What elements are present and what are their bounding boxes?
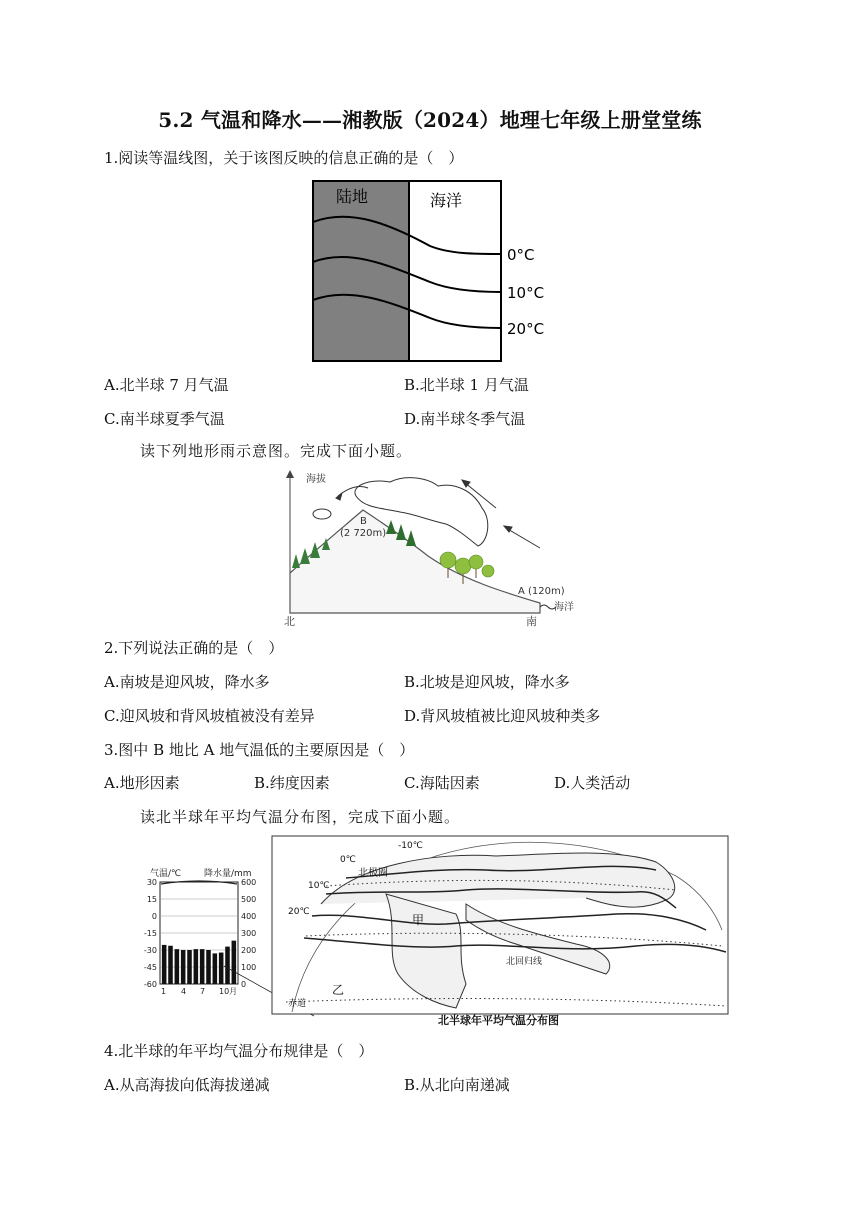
isotherm-label-20: 20℃ [288, 907, 310, 917]
question-1-option-c[interactable]: C.南半球夏季气温 [104, 410, 225, 428]
arctic-circle-label: 北极圈 [358, 868, 388, 879]
point-jia-label: 甲 [412, 913, 425, 927]
question-1-stem: 1.阅读等温线图，关于该图反映的信息正确的是（ ） [104, 149, 464, 167]
precip-ticks [241, 878, 256, 989]
precipitation-bar [225, 947, 230, 984]
temp-tick: -60 [143, 980, 157, 989]
question-2-stem: 2.下列说法正确的是（ ） [104, 639, 284, 657]
precip-tick: 300 [241, 929, 257, 938]
question-2-option-c[interactable]: C.迎风坡和背风坡植被没有差异 [104, 707, 315, 725]
intro-temperature-map: 读北半球年平均气温分布图，完成下面小题。 [140, 808, 461, 826]
precipitation-bar [219, 953, 224, 984]
month-tick: 1 [161, 987, 167, 996]
point-b-label: B [360, 516, 367, 527]
question-3-option-d[interactable]: D.人类活动 [554, 774, 631, 792]
south-label: 南 [526, 615, 537, 628]
precip-tick: 100 [241, 963, 257, 972]
temp-tick: 15 [146, 895, 157, 904]
ocean-label: 海洋 [430, 191, 463, 210]
precipitation-bar [200, 949, 205, 984]
precipitation-bar [181, 950, 186, 984]
isotherm-label-20: 20°C [507, 320, 545, 338]
month-ticks [161, 987, 237, 996]
isotherm-label-minus10: -10℃ [398, 841, 423, 851]
point-a-label: A (120m) [518, 586, 565, 597]
precip-tick: 600 [241, 878, 257, 887]
precipitation-bar [194, 949, 199, 984]
precipitation-bar [162, 945, 167, 984]
land-area [313, 181, 409, 361]
month-tick: 10月 [219, 987, 238, 996]
question-1-option-b[interactable]: B.北半球 1 月气温 [404, 376, 529, 394]
precipitation-bar [232, 941, 237, 984]
intro-orographic-rain: 读下列地形雨示意图。完成下面小题。 [140, 442, 413, 460]
tropic-label: 北回归线 [506, 957, 543, 967]
isotherm-label-0: 0℃ [340, 855, 356, 865]
question-2-option-a[interactable]: A.南坡是迎风坡，降水多 [104, 673, 270, 691]
temp-tick: -45 [143, 963, 157, 972]
question-1-option-d[interactable]: D.南半球冬季气温 [404, 410, 526, 428]
question-4-option-a[interactable]: A.从高海拔向低海拔递减 [104, 1076, 270, 1094]
temp-axis-label: 气温/℃ [150, 869, 182, 879]
altitude-label: 海拔 [306, 474, 326, 485]
precipitation-bar [206, 950, 211, 984]
temperature-map [272, 836, 728, 1027]
isotherm-label-10: 10°C [507, 284, 545, 302]
map-caption: 北半球年平均气温分布图 [438, 1014, 559, 1027]
small-cloud [313, 509, 331, 519]
question-3-option-a[interactable]: A.地形因素 [104, 774, 180, 792]
isotherm-label-10: 10℃ [308, 881, 330, 891]
month-tick: 7 [200, 987, 206, 996]
precipitation-bar [213, 953, 218, 984]
equator-label: 赤道 [288, 999, 307, 1009]
land-label: 陆地 [336, 187, 369, 206]
temp-tick: -30 [143, 946, 157, 955]
altitude-axis-arrow [286, 470, 294, 478]
question-2-option-d[interactable]: D.背风坡植被比迎风坡种类多 [404, 707, 601, 725]
orographic-rain-figure [278, 468, 588, 628]
question-3-option-b[interactable]: B.纬度因素 [254, 774, 330, 792]
point-yi-label: 乙 [332, 983, 345, 997]
precip-axis-label: 降水量/mm [204, 869, 252, 879]
precip-tick: 0 [241, 980, 247, 989]
question-3-stem: 3.图中 B 地比 A 地气温低的主要原因是（ ） [104, 741, 415, 759]
point-b-elevation: (2 720m) [340, 528, 387, 539]
question-4-stem: 4.北半球的年平均气温分布规律是（ ） [104, 1042, 374, 1060]
isotherm-label-0: 0°C [507, 246, 535, 264]
question-1-option-a[interactable]: A.北半球 7 月气温 [104, 376, 229, 394]
precip-tick: 500 [241, 895, 257, 904]
question-2-option-b[interactable]: B.北坡是迎风坡，降水多 [404, 673, 570, 691]
isotherm-figure [310, 178, 560, 364]
temp-tick: 30 [146, 878, 157, 887]
question-3-option-c[interactable]: C.海陆因素 [404, 774, 480, 792]
sea-label: 海洋 [554, 602, 574, 613]
page-title: 5.2 气温和降水——湘教版（2024）地理七年级上册堂堂练 [158, 108, 702, 132]
temp-tick: -15 [143, 929, 157, 938]
precip-tick: 200 [241, 946, 257, 955]
north-label: 北 [284, 615, 295, 628]
month-tick: 4 [181, 987, 187, 996]
question-4-option-b[interactable]: B.从北向南递减 [404, 1076, 510, 1094]
temp-ticks [144, 878, 157, 989]
mountain [290, 510, 540, 613]
precipitation-bar [187, 950, 192, 984]
precip-tick: 400 [241, 912, 257, 921]
precipitation-bar [168, 946, 173, 984]
precipitation-bar [175, 949, 180, 984]
temperature-map-figure [136, 834, 732, 1030]
temp-tick: 0 [151, 912, 157, 921]
